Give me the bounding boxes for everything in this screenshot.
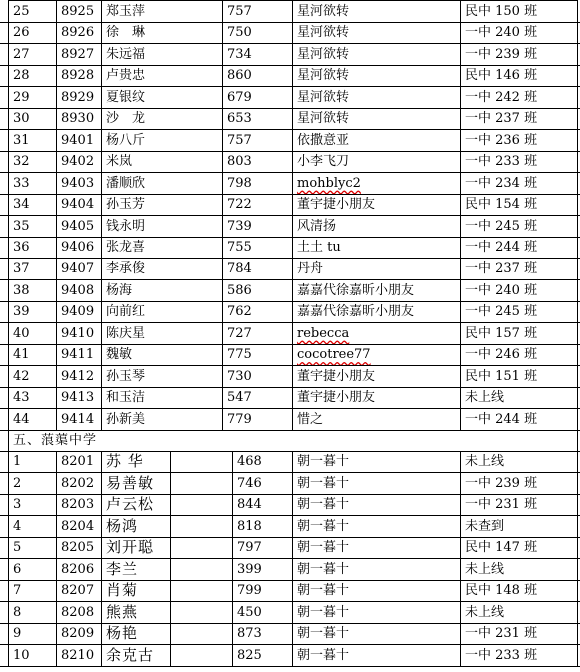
- student-id: 9409: [61, 304, 95, 320]
- grid-line: [577, 494, 578, 515]
- student-id: 9414: [61, 411, 95, 427]
- student-name: 潘顺欣: [106, 175, 146, 191]
- student-id: 8928: [61, 68, 95, 84]
- student-name: 李承俊: [106, 261, 146, 277]
- class-assignment: 一中 239 班: [465, 475, 538, 491]
- row-index: 8: [13, 604, 22, 620]
- team-name: 朝一暮十: [297, 518, 350, 534]
- grid-line: [577, 580, 578, 601]
- student-id: 8927: [61, 46, 95, 62]
- student-name: 米岚: [106, 154, 133, 170]
- row-index: 28: [13, 68, 30, 84]
- grid-line: [577, 323, 578, 344]
- grid-line: [577, 280, 578, 301]
- team-name: 董宇捷小朋友: [297, 390, 376, 406]
- grid-line: [170, 623, 171, 644]
- score: 757: [227, 4, 252, 19]
- table-row: [0, 22, 580, 44]
- student-id: 8202: [61, 475, 95, 491]
- student-id: 8210: [61, 647, 95, 663]
- grid-line: [577, 216, 578, 237]
- table-row: [0, 151, 580, 173]
- class-assignment: 一中 231 班: [465, 497, 538, 513]
- student-id: 9403: [61, 175, 95, 191]
- class-assignment: 一中 237 班: [465, 261, 538, 277]
- student-name: 熊燕: [106, 602, 139, 621]
- class-assignment: 一中 239 班: [465, 46, 538, 62]
- team-name: mohblyc2: [297, 175, 361, 191]
- score: 679: [227, 89, 252, 105]
- student-name: 易善敏: [106, 473, 155, 492]
- row-index: 36: [13, 239, 30, 255]
- team-name: 嘉嘉代徐嘉昕小朋友: [297, 304, 415, 320]
- team-name: 朝一暮十: [297, 583, 350, 599]
- student-name: 徐 琳: [106, 25, 146, 41]
- class-assignment: 民中 148 班: [465, 583, 538, 599]
- grid-line: [577, 301, 578, 322]
- team-name: 朝一暮十: [297, 540, 350, 556]
- score: 873: [237, 626, 262, 642]
- table-row: [0, 537, 580, 559]
- class-assignment: 民中 150 班: [465, 4, 538, 19]
- row-index: 35: [13, 218, 30, 234]
- grid-line: [577, 387, 578, 408]
- score: 757: [227, 132, 252, 148]
- student-id: 8925: [61, 4, 95, 19]
- row-index: 7: [13, 583, 22, 599]
- table-row: [0, 494, 580, 516]
- student-name: 杨鸿: [106, 516, 139, 535]
- student-name: 孙玉芳: [106, 197, 146, 213]
- score: 844: [237, 497, 262, 513]
- team-name: 惜之: [297, 411, 324, 427]
- class-assignment: 一中 245 班: [465, 218, 538, 234]
- student-id: 8929: [61, 89, 95, 105]
- team-name: 董宇捷小朋友: [297, 368, 376, 384]
- table-row: [0, 645, 580, 667]
- student-name: 沙 龙: [106, 111, 146, 127]
- table-row: [0, 194, 580, 216]
- student-name: 卢云松: [106, 495, 155, 514]
- grid-line: [577, 409, 578, 430]
- grid-line: [577, 430, 578, 451]
- class-assignment: 民中 157 班: [465, 325, 538, 341]
- team-name: 星河欲转: [297, 25, 350, 41]
- student-id: 9412: [61, 368, 95, 384]
- grid-line: [577, 366, 578, 387]
- score: 755: [227, 239, 252, 255]
- student-id: 9413: [61, 390, 95, 406]
- grid-line: [577, 130, 578, 151]
- student-id: 9410: [61, 325, 95, 341]
- score: 784: [227, 261, 252, 277]
- table-row: [0, 65, 580, 87]
- team-name: cocotree77: [297, 347, 371, 363]
- team-name: 朝一暮十: [297, 475, 350, 491]
- table-row: [0, 602, 580, 624]
- team-name: 依撒意亚: [297, 132, 350, 148]
- score: 399: [237, 561, 262, 577]
- class-assignment: 未查到: [465, 518, 505, 534]
- class-assignment: 民中 154 班: [465, 197, 538, 213]
- team-name: 朝一暮十: [297, 647, 350, 663]
- grid-line: [577, 645, 578, 666]
- score: 734: [227, 46, 252, 62]
- grid-line: [170, 451, 171, 472]
- student-id: 9408: [61, 282, 95, 298]
- student-name: 杨海: [106, 282, 133, 298]
- score: 739: [227, 218, 252, 234]
- grid-line: [170, 516, 171, 537]
- row-index: 39: [13, 304, 30, 320]
- student-id: 8926: [61, 25, 95, 41]
- grid-line: [577, 602, 578, 623]
- row-index: 34: [13, 197, 30, 213]
- table-row: [0, 1, 580, 23]
- row-index: 27: [13, 46, 30, 62]
- score: 730: [227, 368, 252, 384]
- row-index: 4: [13, 518, 22, 534]
- grid-line: [577, 173, 578, 194]
- student-name: 李兰: [106, 559, 139, 578]
- grid-line: [577, 1, 578, 22]
- score: 860: [227, 68, 252, 84]
- team-name: 星河欲转: [297, 4, 350, 19]
- row-index: 41: [13, 347, 30, 363]
- score: 762: [227, 304, 252, 320]
- team-name: 朝一暮十: [297, 561, 350, 577]
- section-title: 五、蒗蕖中学: [13, 433, 98, 448]
- grid-line: [577, 22, 578, 43]
- table-row: [0, 344, 580, 366]
- row-index: 44: [13, 411, 30, 427]
- grid-line: [577, 473, 578, 494]
- student-name: 杨八斤: [106, 132, 146, 148]
- class-assignment: 民中 146 班: [465, 68, 538, 84]
- grid-line: [577, 44, 578, 65]
- score: 779: [227, 411, 252, 427]
- student-id: 8205: [61, 540, 95, 556]
- grid-line: [170, 580, 171, 601]
- class-assignment: 未上线: [465, 390, 505, 406]
- student-id: 9402: [61, 154, 95, 170]
- row-index: 29: [13, 89, 30, 105]
- student-id: 9404: [61, 197, 95, 213]
- score: 586: [227, 282, 252, 298]
- table-row: [0, 366, 580, 388]
- class-assignment: 一中 233 班: [465, 154, 538, 170]
- row-index: 42: [13, 368, 30, 384]
- row-index: 31: [13, 132, 30, 148]
- row-index: 2: [13, 475, 22, 491]
- team-name: 朝一暮十: [297, 604, 350, 620]
- student-id: 8204: [61, 518, 95, 534]
- row-index: 32: [13, 154, 30, 170]
- grid-line: [577, 194, 578, 215]
- team-name: 小李飞刀: [297, 154, 350, 170]
- class-assignment: 未上线: [465, 454, 505, 470]
- student-name: 魏敏: [106, 347, 133, 363]
- table-row: [0, 237, 580, 259]
- table-row: [0, 130, 580, 152]
- class-assignment: 一中 234 班: [465, 175, 538, 191]
- row-index: 9: [13, 626, 22, 642]
- class-assignment: 一中 240 班: [465, 25, 538, 41]
- table-row: [0, 559, 580, 581]
- student-id: 8201: [61, 454, 95, 470]
- student-name: 余克古: [106, 645, 155, 664]
- row-index: 6: [13, 561, 22, 577]
- student-name: 杨艳: [106, 624, 139, 643]
- class-assignment: 一中 246 班: [465, 347, 538, 363]
- student-name: 向前红: [106, 304, 146, 320]
- student-name: 苏 华: [106, 452, 144, 471]
- student-name: 刘开聪: [106, 538, 155, 557]
- table-row: [0, 323, 580, 345]
- student-id: 8209: [61, 626, 95, 642]
- grid-line: [170, 494, 171, 515]
- class-assignment: 一中 236 班: [465, 132, 538, 148]
- team-name: 星河欲转: [297, 89, 350, 105]
- grid-line: [577, 451, 578, 472]
- row-index: 37: [13, 261, 30, 277]
- team-name: 朝一暮十: [297, 497, 350, 513]
- grid-line: [577, 87, 578, 108]
- class-assignment: 未上线: [465, 561, 505, 577]
- student-name: 朱远福: [106, 46, 146, 62]
- section-header: [0, 430, 580, 452]
- score: 653: [227, 111, 252, 127]
- class-assignment: 民中 147 班: [465, 540, 538, 556]
- student-id: 8207: [61, 583, 95, 599]
- table-row: [0, 44, 580, 66]
- score: 547: [227, 390, 252, 406]
- table-row: [0, 108, 580, 130]
- score: 825: [237, 647, 262, 663]
- table-row: [0, 216, 580, 238]
- table-row: [0, 387, 580, 409]
- score: 750: [227, 25, 252, 41]
- student-id: 8930: [61, 111, 95, 127]
- table-row: [0, 280, 580, 302]
- team-name: 风清扬: [297, 218, 337, 234]
- class-assignment: 一中 231 班: [465, 626, 538, 642]
- student-name: 肖菊: [106, 581, 139, 600]
- team-name: 朝一暮十: [297, 454, 350, 470]
- team-name: 董宇捷小朋友: [297, 197, 376, 213]
- team-name: 星河欲转: [297, 111, 350, 127]
- score: 450: [237, 604, 262, 620]
- student-id: 8203: [61, 497, 95, 513]
- team-name: 星河欲转: [297, 68, 350, 84]
- table-row: [0, 580, 580, 602]
- row-index: 10: [13, 647, 30, 663]
- grid-line: [170, 473, 171, 494]
- score: 818: [237, 518, 262, 534]
- row-index: 25: [13, 4, 30, 19]
- class-assignment: 一中 244 班: [465, 239, 538, 255]
- table-row: [0, 623, 580, 645]
- row-index: 43: [13, 390, 30, 406]
- student-id: 9405: [61, 218, 95, 234]
- grid-line: [577, 344, 578, 365]
- student-id: 9407: [61, 261, 95, 277]
- team-name: 丹舟: [297, 261, 324, 277]
- score: 799: [237, 583, 262, 599]
- row-index: 1: [13, 454, 22, 470]
- row-index: 5: [13, 540, 22, 556]
- score: 722: [227, 197, 252, 213]
- row-index: 33: [13, 175, 30, 191]
- student-id: 8208: [61, 604, 95, 620]
- team-name: 星河欲转: [297, 46, 350, 62]
- row-index: 38: [13, 282, 30, 298]
- grid-line: [170, 602, 171, 623]
- class-assignment: 一中 244 班: [465, 411, 538, 427]
- table-row: [0, 473, 580, 495]
- student-name: 陈庆星: [106, 325, 146, 341]
- table-row: [0, 258, 580, 280]
- score: 746: [237, 475, 262, 491]
- score: 798: [227, 175, 252, 191]
- grid-line: [577, 237, 578, 258]
- grid-line: [577, 65, 578, 86]
- class-assignment: 一中 240 班: [465, 282, 538, 298]
- grid-line: [577, 537, 578, 558]
- student-name: 张龙喜: [106, 239, 146, 255]
- table-row: [0, 409, 580, 431]
- team-name: 朝一暮十: [297, 626, 350, 642]
- score: 803: [227, 154, 252, 170]
- table-row: [0, 173, 580, 195]
- grid-line: [170, 559, 171, 580]
- score: 775: [227, 347, 252, 363]
- grid-line: [577, 108, 578, 129]
- class-assignment: 一中 237 班: [465, 111, 538, 127]
- student-id: 8206: [61, 561, 95, 577]
- student-name: 孙玉琴: [106, 368, 146, 384]
- grid-line: [170, 537, 171, 558]
- student-id: 9406: [61, 239, 95, 255]
- score: 468: [237, 454, 262, 470]
- class-assignment: 一中 245 班: [465, 304, 538, 320]
- row-index: 30: [13, 111, 30, 127]
- grid-line: [577, 258, 578, 279]
- table-row: [0, 87, 580, 109]
- student-name: 夏银纹: [106, 89, 146, 105]
- grid-line: [577, 559, 578, 580]
- class-assignment: 未上线: [465, 604, 505, 620]
- table-row: [0, 516, 580, 538]
- student-name: 钱永明: [106, 218, 146, 234]
- student-name: 孙新美: [106, 411, 146, 427]
- class-assignment: 民中 151 班: [465, 368, 538, 384]
- row-index: 40: [13, 325, 30, 341]
- student-id: 9411: [61, 347, 95, 363]
- student-id: 9401: [61, 132, 95, 148]
- score: 797: [237, 540, 262, 556]
- student-name: 卢贵忠: [106, 68, 146, 84]
- row-index: 26: [13, 25, 30, 41]
- grid-line: [577, 623, 578, 644]
- team-name: 嘉嘉代徐嘉昕小朋友: [297, 282, 415, 298]
- class-assignment: 一中 242 班: [465, 89, 538, 105]
- student-name: 和玉洁: [106, 390, 146, 406]
- table-row: [0, 451, 580, 473]
- grid-line: [577, 151, 578, 172]
- class-assignment: 一中 233 班: [465, 647, 538, 663]
- team-name: 土土 tu: [297, 239, 341, 255]
- student-name: 郑玉萍: [106, 4, 146, 19]
- row-index: 3: [13, 497, 22, 513]
- score: 727: [227, 325, 252, 341]
- table-row: [0, 301, 580, 323]
- team-name: rebecca: [297, 325, 350, 341]
- grid-line: [170, 645, 171, 666]
- grid-line: [577, 516, 578, 537]
